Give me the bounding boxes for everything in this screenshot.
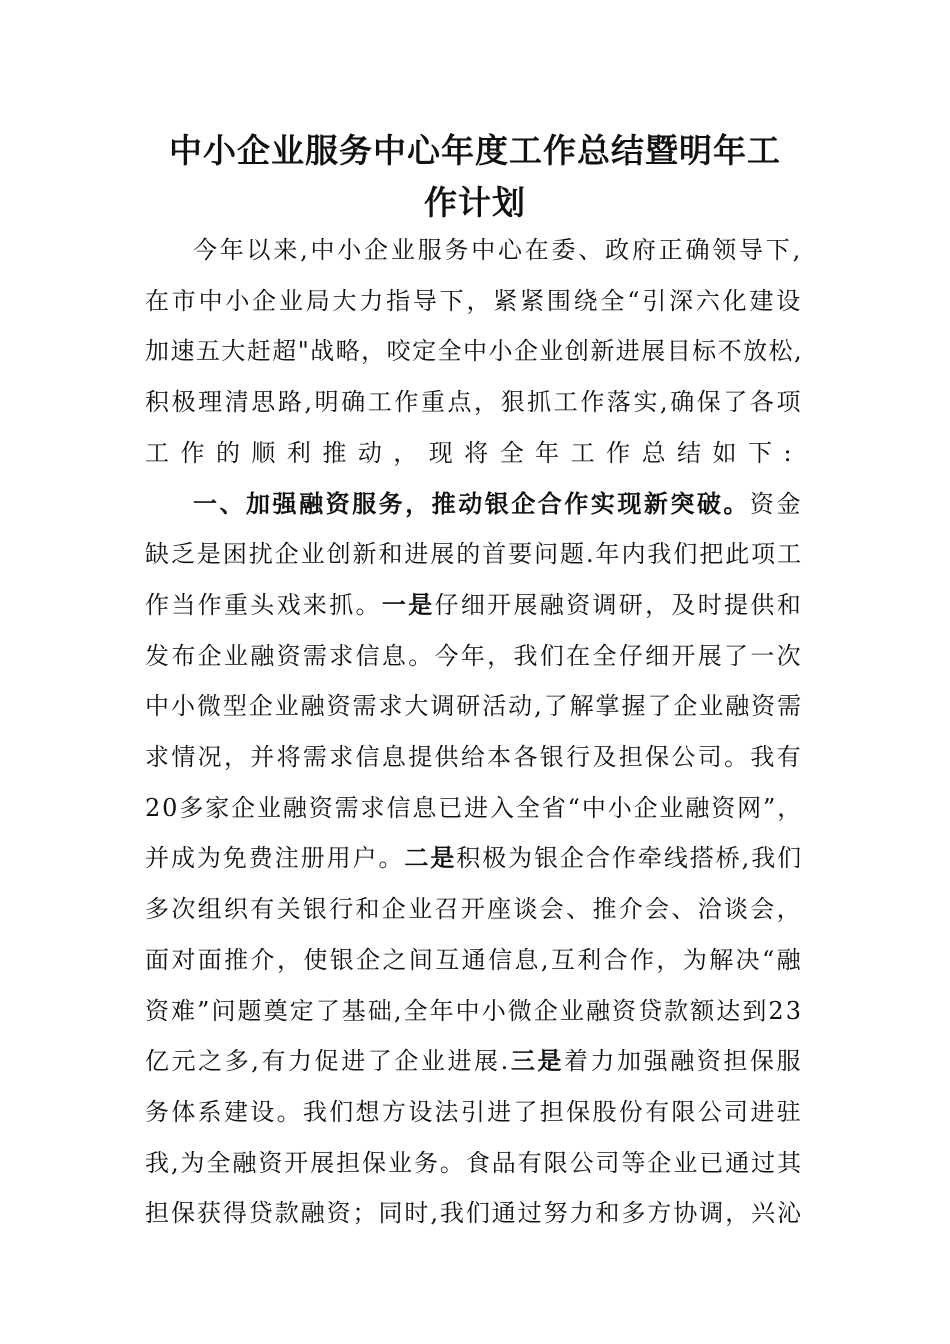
bold-text: 三是: [510, 1047, 564, 1075]
paragraph-line: [145, 740, 803, 774]
text-span: 多次组织有关银行和企业召开座谈会、推介会、洽谈会，: [145, 895, 803, 923]
text-span: 亿元之多,有力促进了企业进展.: [145, 1047, 511, 1075]
paragraph-line: [145, 385, 803, 419]
text-span: 务体系建设。我们想方设法引进了担保股份有限公司进驻: [145, 1098, 803, 1126]
paragraph-line: [145, 1146, 803, 1180]
document-title-line-2: 作计划: [424, 183, 526, 222]
text-span: 仔细开展融资调研，及时提供和: [434, 591, 804, 619]
text-span: 担保获得贷款融资；同时,我们通过努力和多方协调，兴沁: [145, 1199, 804, 1227]
paragraph-line: [145, 588, 803, 622]
paragraph-line: [145, 1095, 803, 1129]
paragraph-line: [145, 791, 803, 825]
paragraph-line: [145, 334, 803, 368]
paragraph-line: [193, 233, 803, 267]
text-span: 作当作重头戏来抓。: [145, 591, 382, 619]
text-span: 资难”问题奠定了基础,全年中小微企业融资贷款额达到23: [145, 997, 804, 1025]
paragraph-line: [145, 841, 803, 875]
text-span: 20多家企业融资需求信息已进入全省“中小企业融资网”，: [145, 794, 804, 822]
paragraph-line: [145, 689, 803, 723]
paragraph-line: [145, 1196, 803, 1230]
bold-text: 一、加强融资服务，推动银企合作实现新突破。: [193, 490, 750, 518]
text-span: 求情况，并将需求信息提供给本各银行及担保公司。我有: [145, 743, 803, 771]
text-span: 工作的顺利推动，现将全年工作总结如下:: [145, 439, 804, 467]
paragraph-line: [145, 284, 803, 318]
paragraph-line: [145, 943, 803, 977]
paragraph-line: [145, 892, 803, 926]
bold-text: 二是: [404, 844, 457, 872]
text-span: 着力加强融资担保服: [563, 1047, 804, 1075]
document-title-line-1: 中小企业服务中心年度工作总结暨明年工: [169, 131, 781, 170]
text-span: 积极为银企合作牵线搭桥,我们: [456, 844, 804, 872]
text-span: 我,为全融资开展担保业务。食品有限公司等企业已通过其: [145, 1149, 804, 1177]
text-span: 积极理清思路,明确工作重点，狠抓工作落实,确保了各项: [145, 388, 804, 416]
text-span: 并成为免费注册用户。: [145, 844, 405, 872]
text-span: 中小微型企业融资需求大调研活动,了解掌握了企业融资需: [145, 692, 804, 720]
paragraph-line: [145, 639, 803, 673]
paragraph-line: [145, 537, 803, 571]
text-span: 在市中小企业局大力指导下，紧紧围绕全“引深六化建设: [145, 287, 804, 315]
text-span: 面对面推介，使银企之间互通信息,互利合作，为解决“融: [145, 946, 804, 974]
bold-text: 一是: [381, 591, 435, 619]
paragraph-line: [145, 994, 803, 1028]
paragraph-line: [193, 487, 803, 521]
text-span: 资金: [749, 490, 803, 518]
text-span: 加速五大赶超"战略，咬定全中小企业创新进展目标不放松,: [145, 337, 804, 365]
paragraph-line: [145, 1044, 803, 1078]
text-span: 今年以来,中小企业服务中心在委、政府正确领导下,: [193, 236, 803, 264]
paragraph-line: [145, 436, 803, 470]
text-span: 发布企业融资需求信息。今年，我们在全仔细开展了一次: [145, 642, 803, 670]
text-span: 缺乏是困扰企业创新和进展的首要问题.年内我们把此项工: [145, 540, 804, 568]
